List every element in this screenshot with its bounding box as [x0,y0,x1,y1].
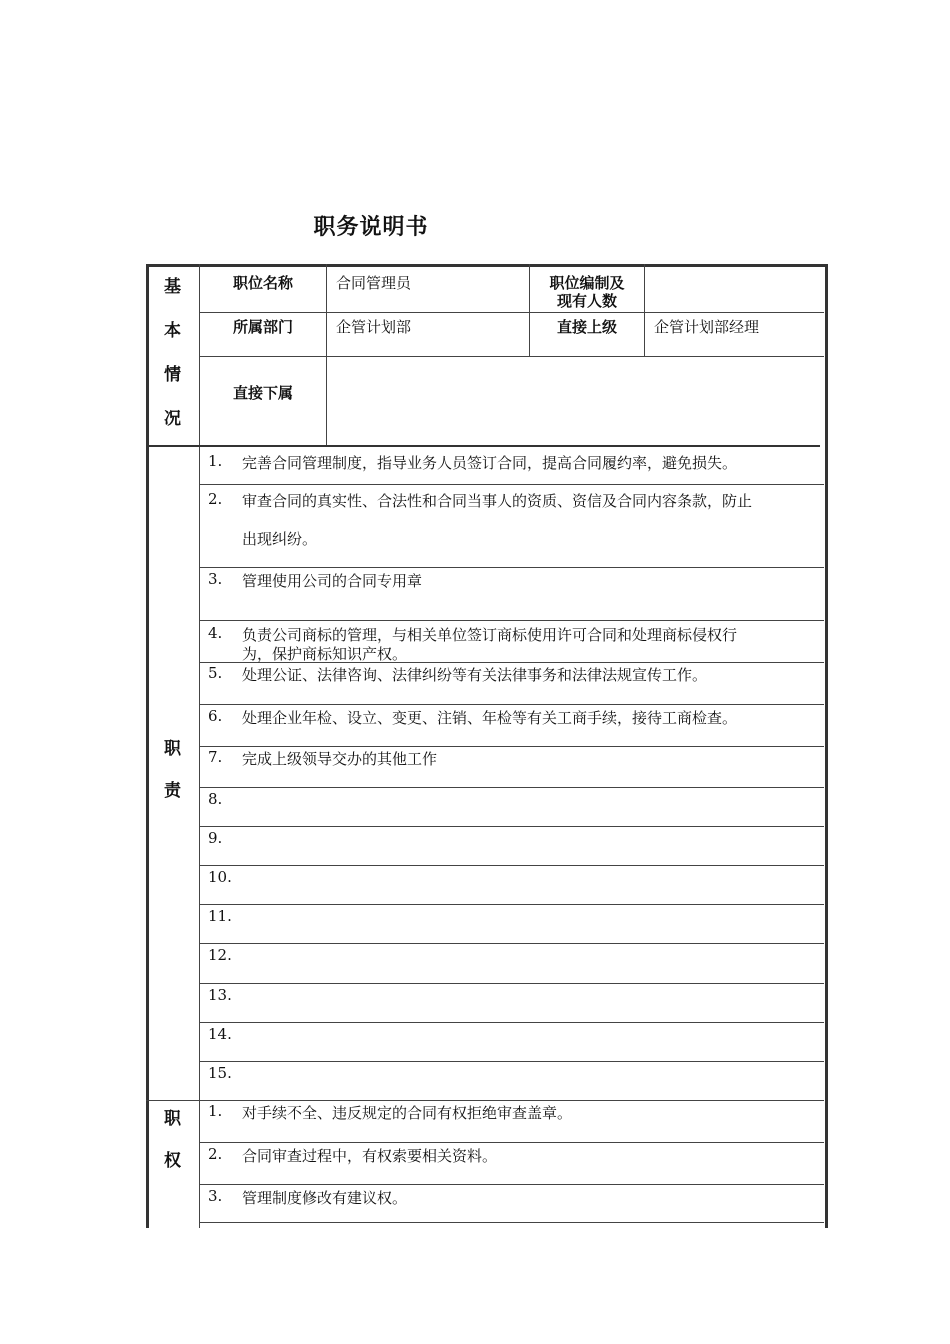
supervisor-label: 直接上级 [556,318,617,336]
job-description-table: 基 本 情 况 职位名称 合同管理员 职位编制及 现有人数 所属部门 企管计划部 直接上级 企管计划部经理 直接下属 职 责 1. 完善合同管理制度，指导业务人员签订合同，提高合同履约率，避免损失。 2. 审查合同的真实性、合法性和合同当事人的资质、资信及合同内容条款，防止 出现纠纷。 3. 管理使用公司的合同专用章 4. 负责公司商标的管理，与相关单位签订商标使用许可合同和处理商标侵权行 为，保护商标知识产权。 5. 处理公证、法律咨询、法律纠纷等有关法律事务和法律法规宣传工作。 6. 处理企业年检、设立、变更、注销、年检等有关工商手续，接待工商检查。 7. 完成上级领导交办的其他工作 8. 9. 10. 11. 12. 13. 14. 15. 职 权 1. 对手续不全、违反规定的合同有权拒绝审查盖章。 2. 合同审查过程中，有权索要相关资料。 3. 管理制度修改有建议权。 [146,264,828,1228]
basic-col-divider-3 [644,264,645,356]
position-name-label: 职位名称 [232,274,293,292]
department-value: 企管计划部 [336,318,412,336]
basic-info-section-label: 基 本 情 况 [164,277,181,429]
duties-section-label: 职 责 [164,739,181,801]
position-name-value: 合同管理员 [336,274,412,292]
headcount-label: 职位编制及 现有人数 [549,274,625,310]
supervisor-value: 企管计划部经理 [654,318,760,336]
table-right-border [825,264,828,1228]
page-title: 职务说明书 [313,215,429,240]
subordinate-label: 直接下属 [232,384,293,402]
basic-col-divider-1 [326,264,327,445]
basic-row-divider-2 [200,356,824,357]
basic-row-divider-1 [200,312,824,313]
authority-section-label: 职 权 [164,1109,181,1171]
basic-block-bottom [146,445,820,447]
department-label: 所属部门 [232,318,293,336]
table-top-border [146,264,828,267]
duties-block-bottom [146,1100,824,1101]
